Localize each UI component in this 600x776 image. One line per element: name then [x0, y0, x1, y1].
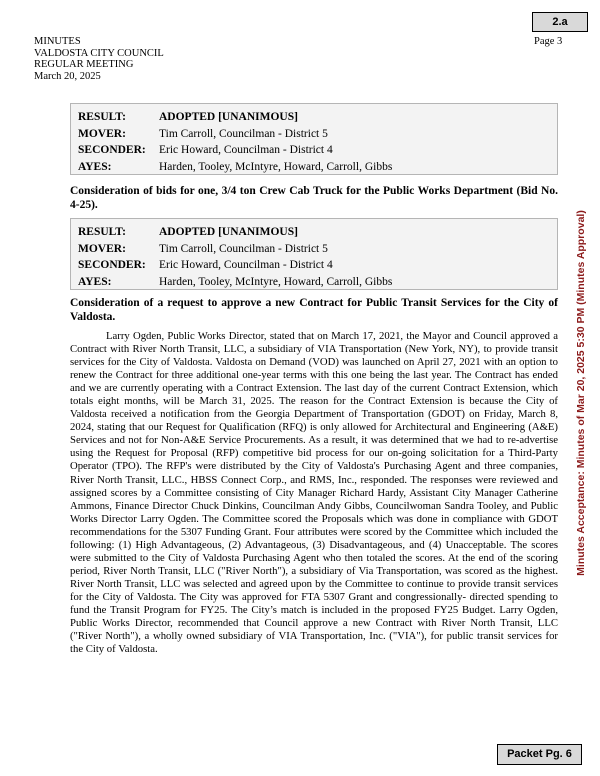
mover-label: MOVER:: [78, 127, 126, 140]
vote-mover-row: [78, 241, 557, 258]
vote-result-row: [78, 224, 557, 241]
mover-label: MOVER:: [78, 242, 126, 255]
result-label: RESULT:: [78, 111, 126, 123]
vote-result-row: [78, 109, 557, 126]
header-line-minutes: MINUTES: [34, 36, 81, 47]
vote-seconder-row: [78, 257, 557, 274]
mover-value: Tim Carroll, Councilman - District 5: [159, 242, 328, 255]
agenda-topic-transit-contract: Consideration of a request to approve a new Contract for Public Transit Services for the City of Valdosta.: [70, 297, 558, 323]
mover-value: Tim Carroll, Councilman - District 5: [159, 127, 328, 140]
side-stamp-text: Minutes Acceptance: Minutes of Mar 20, 2025 5:30 PM (Minutes Approval): [575, 209, 588, 576]
agenda-item-tag: 2.a: [532, 12, 588, 32]
seconder-label: SECONDER:: [78, 144, 146, 156]
seconder-value: Eric Howard, Councilman - District 4: [159, 144, 333, 156]
packet-page-label: Packet Pg. 6: [497, 744, 582, 765]
agenda-topic-truck-bid: Consideration of bids for one, 3/4 ton Crew Cab Truck for the Public Works Department (Bid No. 4-25).: [70, 185, 558, 211]
ayes-value: Harden, Tooley, McIntyre, Howard, Carroll, Gibbs: [159, 160, 393, 173]
result-value: ADOPTED [UNANIMOUS]: [159, 226, 298, 238]
header-line-meeting: REGULAR MEETING: [34, 59, 134, 70]
document-header: [34, 36, 164, 82]
vote-box-2: [70, 218, 558, 290]
vote-box-1: [70, 103, 558, 175]
ayes-label: AYES:: [78, 275, 112, 288]
ayes-value: Harden, Tooley, McIntyre, Howard, Carroll, Gibbs: [159, 275, 393, 288]
vote-ayes-row: [78, 159, 557, 176]
side-stamp: [571, 209, 591, 576]
ayes-label: AYES:: [78, 160, 112, 173]
transit-contract-discussion: Larry Ogden, Public Works Director, stated that on March 17, 2021, the Mayor and Council approved a Contract with River North Transit, LLC, a subsidiary of VIA Transportation (New York, NY), to provide transit services for the City of Valdosta. Valdosta on Demand (VOD) was launched on April 27, 2021 with an option to renew the Contract for three additional one-year terms with this one being the last year. The Contract has ended and we are currently operating with a Contract Extension. The last day of the current Contract Extension, which totals eight months, will be March 31, 2025. The reason for the Contract Extension is because the City of Valdosta received a notification from the Georgia Department of Transportation (GDOT) on Friday, March 8, 2024, stating that our Request for Qualification (RFQ) is only allowed for Architectural and Engineering (A&E) Services and not for Non-A&E Service Procurements. As a result, it was determined that we had to re-advertise using the Request for Proposal (RFP) competitive bid process for our on-going solicitation for a Third-Party Operator (TPO). The RFP's were distributed by the City of Valdosta's Purchasing Agent and three companies, River North Transit, LLC., HBSS Connect Corp., and RMS, Inc., responded. The responses were reviewed and assigned scores by a Committee consisting of City Manager Richard Hardy, Assistant City Manager Catherine Ammons, Finance Director Chuck Dinkins, Councilman Andy Gibbs, Councilwoman Sandra Tooley, and Public Works Director Larry Ogden. The Committee scored the Proposals which was done in compliance with GDOT recommendations for the 5307 Funding Grant. Four attributes were scored by the Committee which included the following: (1) High Advantageous, (2) Advantageous, (3) Disadvantageous, and (4) Unacceptable. The scores were submitted to the City of Valdosta Purchasing Agent who then totaled the scores. At the end of the scoring period, River North Transit, LLC ("River North"), a subsidiary of Via Transportation, was scored as the highest. River North Transit, LLC was selected and agreed upon by the Committee to continue to provide transit services for the City of Valdosta. The City was approved for FTA 5307 Grant and congressionally- directed spending to fund the Transit Program for FY25. The City’s match is included in the proposed FY25 Budget. Larry Ogden, Public Works Director, recommended that Council approve a new Contract with River North Transit, LLC ("River North"), a wholly owned subsidiary of VIA Transportation, Inc. ("VIA"), for public transit services for the City of Valdosta.: [70, 330, 558, 656]
seconder-label: SECONDER:: [78, 259, 146, 271]
vote-mover-row: [78, 126, 557, 143]
vote-ayes-row: [78, 274, 557, 291]
result-value: ADOPTED [UNANIMOUS]: [159, 111, 298, 123]
seconder-value: Eric Howard, Councilman - District 4: [159, 259, 333, 271]
result-label: RESULT:: [78, 226, 126, 238]
header-line-council: VALDOSTA CITY COUNCIL: [34, 47, 164, 59]
header-line-date: March 20, 2025: [34, 70, 101, 82]
vote-seconder-row: [78, 142, 557, 159]
page-number: Page 3: [534, 36, 563, 47]
